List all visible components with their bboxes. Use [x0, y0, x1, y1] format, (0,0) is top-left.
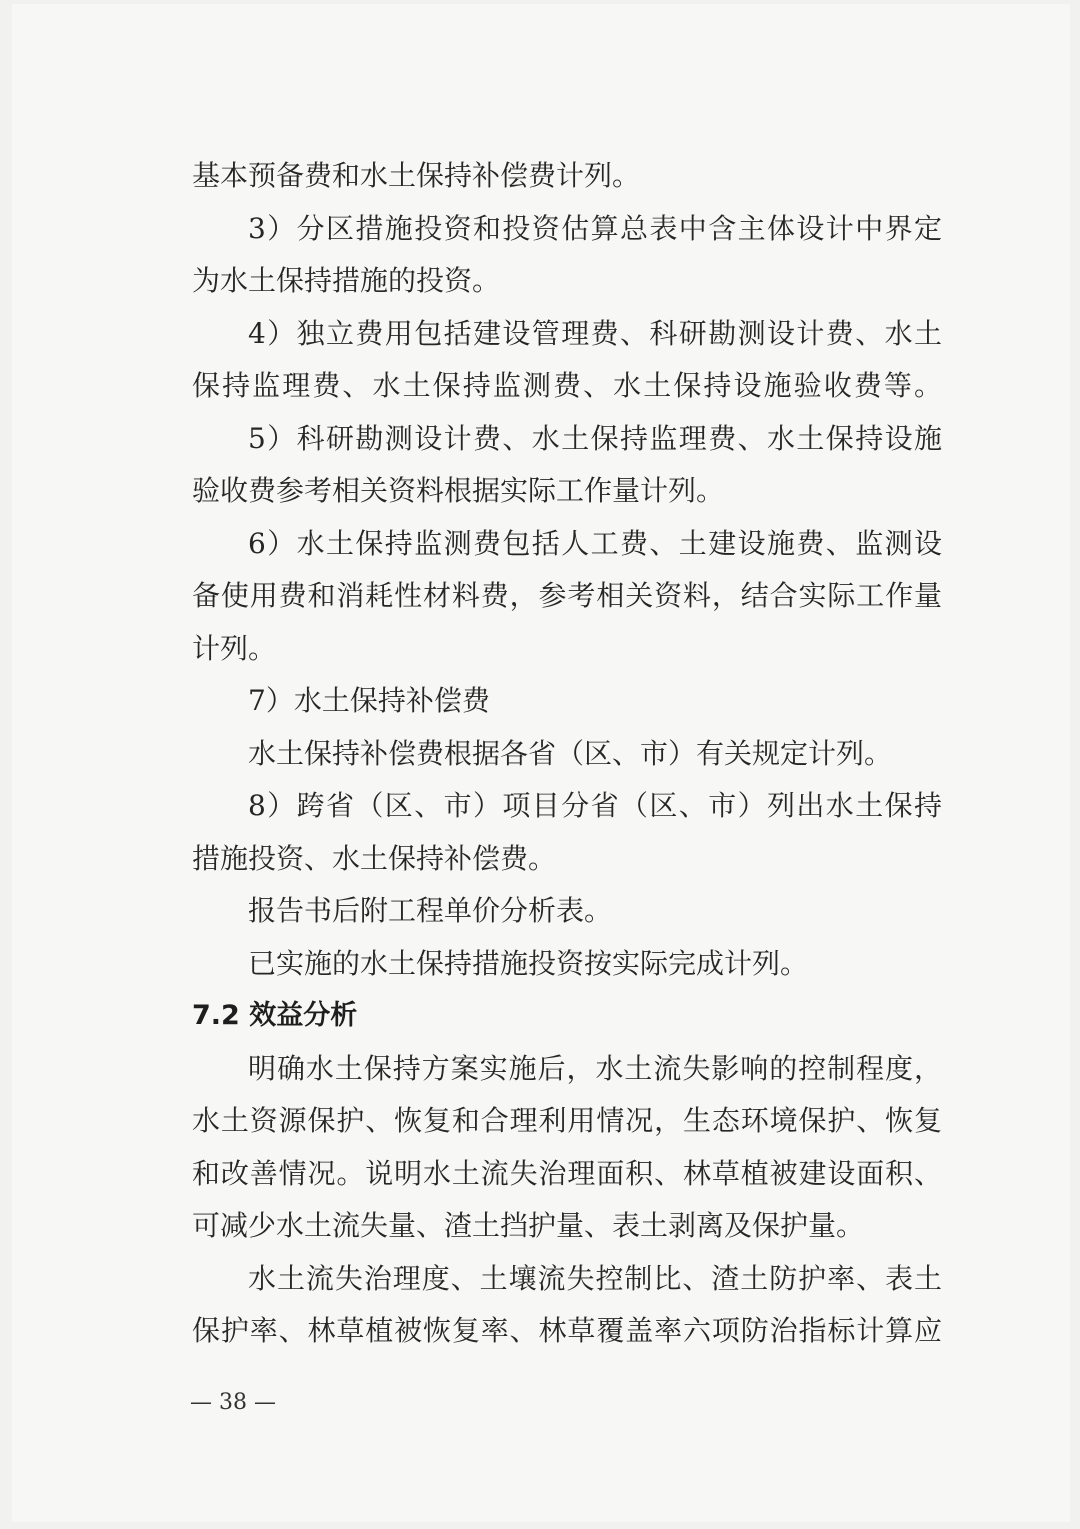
- text-line: 可减少水土流失量、渣土挡护量、表土剥离及保护量。: [192, 1209, 865, 1242]
- text-line: 水土资源保护、恢复和合理利用情况，生态环境保护、恢复: [192, 1104, 942, 1137]
- text-line: 5）科研勘测设计费、水土保持监理费、水土保持设施: [248, 421, 942, 455]
- text-line: 保持监理费、水土保持监测费、水土保持设施验收费等。: [192, 369, 942, 402]
- text-line: 计列。: [192, 631, 277, 665]
- text-line: 保护率、林草植被恢复率、林草覆盖率六项防治指标计算应: [192, 1314, 942, 1347]
- text-line: 8）跨省（区、市）项目分省（区、市）列出水土保持: [248, 789, 942, 822]
- text-line: 明确水土保持方案实施后，水土流失影响的控制程度，: [248, 1051, 942, 1085]
- text-line: 验收费参考相关资料根据实际工作量计列。: [192, 474, 725, 507]
- text-line: 报告书后附工程单价分析表。: [248, 894, 613, 927]
- text-line: 基本预备费和水土保持补偿费计列。: [192, 159, 641, 192]
- text-line: 已实施的水土保持措施投资按实际完成计列。: [248, 946, 809, 980]
- text-line: 水土流失治理度、土壤流失控制比、渣土防护率、表土: [248, 1261, 942, 1295]
- text-line: 备使用费和消耗性材料费，参考相关资料，结合实际工作量: [192, 579, 942, 612]
- text-line: 水土保持补偿费根据各省（区、市）有关规定计列。: [248, 736, 893, 770]
- section-heading: 7.2 效益分析: [192, 1000, 358, 1031]
- text-line: 为水土保持措施的投资。: [192, 264, 501, 297]
- text-line: 措施投资、水土保持补偿费。: [192, 841, 557, 875]
- page-number: — 38 —: [190, 1390, 276, 1415]
- text-line: 6）水土保持监测费包括人工费、土建设施费、监测设: [248, 526, 942, 560]
- document-body: [192, 150, 942, 1358]
- text-line: 7）水土保持补偿费: [248, 684, 490, 717]
- text-line: 3）分区措施投资和投资估算总表中含主体设计中界定: [248, 211, 942, 245]
- text-line: 和改善情况。说明水土流失治理面积、林草植被建设面积、: [192, 1156, 942, 1190]
- text-line: 4）独立费用包括建设管理费、科研勘测设计费、水土: [248, 316, 942, 350]
